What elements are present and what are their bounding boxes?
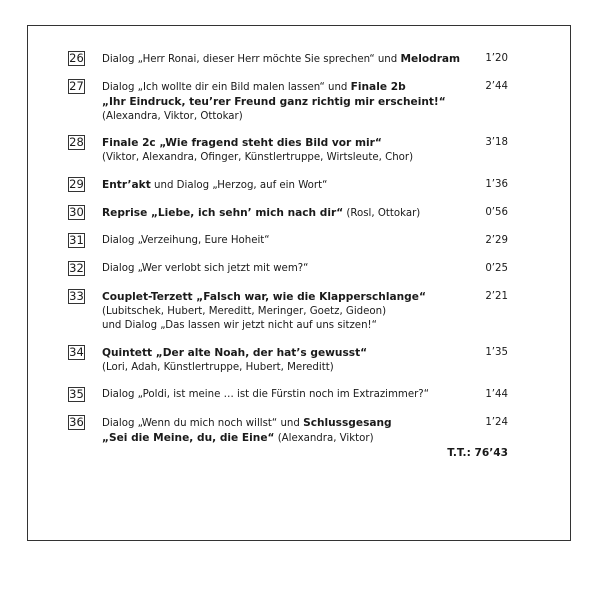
track-description-line xyxy=(102,206,442,221)
track-title-bold: Quintett „Der alte Noah, der hat’s gewusst“ xyxy=(102,347,368,359)
track-number: 31 xyxy=(69,233,84,247)
track-title-bold: Melodram xyxy=(400,53,461,65)
track-title-bold: Reprise „Liebe, ich sehn’ mich nach dir“ xyxy=(102,207,344,219)
track-text: (Lubitschek, Hubert, Mereditt, Meringer, Goetz, Gideon) xyxy=(102,306,387,317)
track-text: (Viktor, Alexandra, Ofinger, Künstlertruppe, Wirtsleute, Chor) xyxy=(102,152,414,163)
track-description-line xyxy=(102,305,442,319)
track-text: (Lori, Adah, Künstlertruppe, Hubert, Mereditt) xyxy=(102,362,334,373)
track-description-line xyxy=(102,431,442,446)
track-title-bold: Entr’akt xyxy=(102,179,151,191)
track-text: Dialog „Wenn du mich noch willst“ und xyxy=(102,418,304,429)
track-text: Dialog „Wer verlobt sich jetzt mit wem?“ xyxy=(102,263,309,274)
track-duration: 1’20 xyxy=(485,53,508,64)
track-description xyxy=(102,290,442,333)
track-number: 30 xyxy=(69,205,84,219)
track-number: 28 xyxy=(69,135,84,149)
track-title-bold: „Ihr Eindruck, teu’rer Freund ganz richtig mir erscheint!“ xyxy=(102,96,446,108)
track-description xyxy=(102,136,442,165)
track-duration: 2’29 xyxy=(485,235,508,246)
track-title-bold: „Sei die Meine, du, die Eine“ xyxy=(102,432,275,444)
track-description-line xyxy=(102,319,442,333)
track-number: 33 xyxy=(69,289,84,303)
track-description-line xyxy=(102,110,442,124)
track-duration: 1’35 xyxy=(485,347,508,358)
total-time: T.T.: 76’43 xyxy=(447,447,508,459)
track-description-line xyxy=(102,80,442,95)
track-text: (Alexandra, Viktor) xyxy=(274,433,374,444)
track-duration: 0’25 xyxy=(485,263,508,274)
track-description-line xyxy=(102,178,442,193)
track-description xyxy=(102,80,446,124)
track-description-line xyxy=(102,52,461,67)
track-text: Dialog „Verzeihung, Eure Hoheit“ xyxy=(102,235,270,246)
track-number: 26 xyxy=(69,51,84,65)
track-number: 32 xyxy=(69,261,84,275)
track-description-line xyxy=(102,416,442,431)
track-description-line xyxy=(102,290,442,305)
track-description-line xyxy=(102,234,442,248)
track-description xyxy=(102,262,442,276)
track-number: 27 xyxy=(69,79,84,93)
track-duration: 2’21 xyxy=(485,291,508,302)
track-description xyxy=(102,416,442,446)
track-description-line xyxy=(102,136,442,151)
track-text: Dialog „Poldi, ist meine … ist die Fürstin noch im Extrazimmer?“ xyxy=(102,389,429,400)
track-text: und Dialog „Herzog, auf ein Wort“ xyxy=(150,180,328,191)
track-number: 34 xyxy=(69,345,84,359)
track-description-line xyxy=(102,95,446,110)
track-description xyxy=(102,388,442,402)
track-text: und Dialog „Das lassen wir jetzt nicht auf uns sitzen!“ xyxy=(102,320,377,331)
track-duration: 1’24 xyxy=(485,417,508,428)
track-duration: 1’44 xyxy=(485,389,508,400)
track-text: Dialog „Ich wollte dir ein Bild malen lassen“ und xyxy=(102,82,351,93)
track-description-line xyxy=(102,262,442,276)
track-title-bold: Finale 2b xyxy=(350,81,406,93)
track-description xyxy=(102,234,442,248)
track-description xyxy=(102,52,461,67)
track-description xyxy=(102,178,442,193)
track-duration: 0’56 xyxy=(485,207,508,218)
track-description xyxy=(102,346,442,375)
track-text: (Rosl, Ottokar) xyxy=(343,208,421,219)
track-number: 29 xyxy=(69,177,84,191)
track-duration: 1’36 xyxy=(485,179,508,190)
track-title-bold: Couplet-Terzett „Falsch war, wie die Klapperschlange“ xyxy=(102,291,426,303)
track-description-line xyxy=(102,151,442,165)
track-description-line xyxy=(102,361,442,375)
track-title-bold: Schlussgesang xyxy=(303,417,392,429)
track-text: (Alexandra, Viktor, Ottokar) xyxy=(102,111,243,122)
track-title-bold: Finale 2c „Wie fragend steht dies Bild vor mir“ xyxy=(102,137,382,149)
track-duration: 3’18 xyxy=(485,137,508,148)
track-number: 36 xyxy=(69,415,84,429)
track-text: Dialog „Herr Ronai, dieser Herr möchte Sie sprechen“ und xyxy=(102,54,401,65)
track-description-line xyxy=(102,388,442,402)
track-description xyxy=(102,206,442,221)
track-duration: 2’44 xyxy=(485,81,508,92)
track-number: 35 xyxy=(69,387,84,401)
track-description-line xyxy=(102,346,442,361)
